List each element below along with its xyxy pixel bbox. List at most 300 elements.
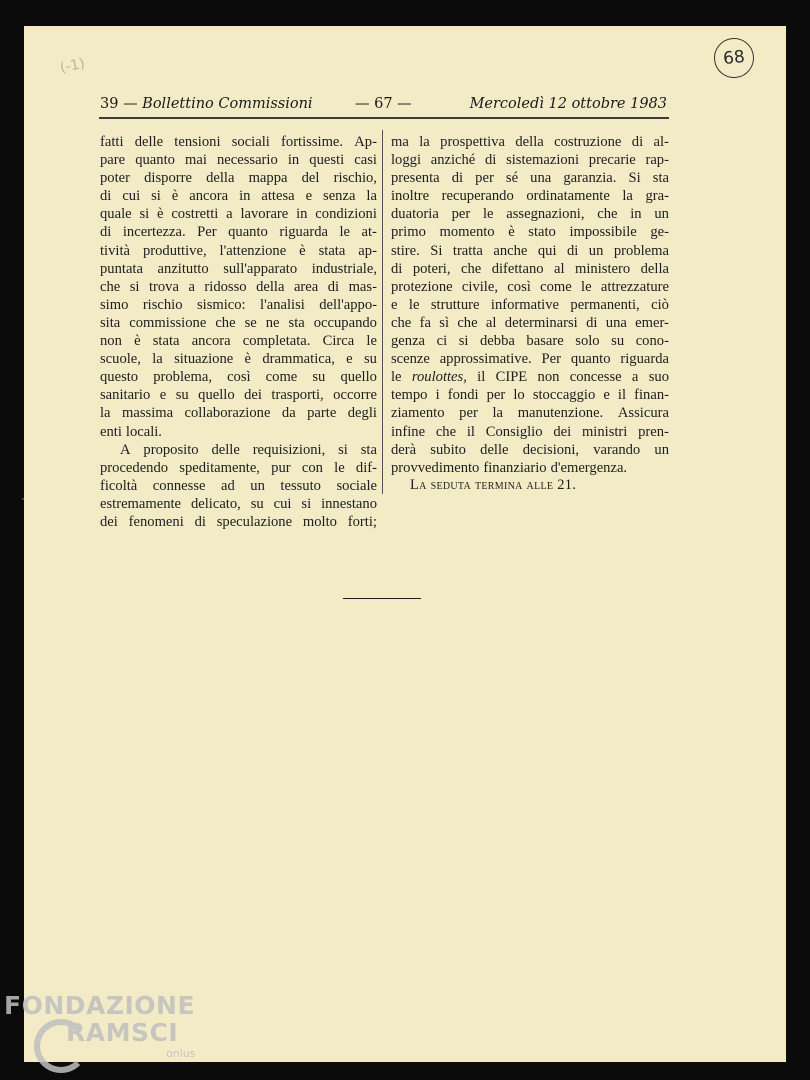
word: di: [391, 260, 403, 277]
word: provvedimento: [391, 459, 480, 476]
word: e: [391, 296, 398, 313]
word: cui: [273, 495, 292, 512]
text-line: [391, 350, 669, 368]
word: occorre: [333, 387, 377, 404]
word: permanenti,: [570, 296, 640, 313]
word: quello: [340, 369, 377, 386]
word: pur: [271, 459, 291, 476]
word: pare: [100, 152, 126, 169]
column-divider: [382, 130, 383, 494]
word: duatoria: [391, 206, 439, 223]
document-page: [24, 26, 786, 1062]
word: su: [363, 351, 377, 368]
word: ciò: [651, 296, 669, 313]
word: dei: [553, 423, 572, 440]
word: emer-: [635, 314, 669, 331]
word: fenomeni: [128, 513, 184, 530]
word: la: [366, 188, 377, 205]
word: ma: [391, 134, 409, 150]
word: Si: [430, 242, 443, 259]
word: presenta: [391, 170, 440, 187]
word: sociale: [336, 477, 377, 494]
word: gra-: [645, 188, 669, 205]
text-line: [391, 242, 669, 260]
word: area: [293, 278, 319, 295]
word: casi: [354, 152, 377, 169]
word: così: [507, 278, 531, 295]
word: sta: [360, 441, 377, 458]
text-line: [100, 495, 377, 513]
word: protezione: [391, 278, 453, 295]
word: è: [299, 242, 306, 259]
word: di: [327, 278, 340, 295]
word: anche: [493, 242, 528, 259]
text-line: [100, 242, 377, 260]
word: massima: [122, 405, 174, 422]
word: ministri: [581, 423, 628, 440]
text-line: [100, 477, 377, 495]
word: la: [622, 188, 633, 205]
word: anzitutto: [157, 260, 209, 277]
word: finan-: [634, 387, 669, 404]
word: si: [129, 278, 140, 295]
word: da: [281, 405, 296, 422]
word: at-: [361, 224, 377, 241]
word: si: [151, 188, 161, 205]
word: su: [611, 333, 625, 350]
word: non: [100, 333, 122, 350]
word: e: [159, 387, 167, 404]
word: drammatica,: [262, 351, 335, 368]
text-line: [391, 368, 669, 386]
word: una: [605, 314, 627, 331]
word: per: [475, 170, 494, 187]
word: che: [597, 206, 618, 223]
word: cono-: [635, 333, 669, 350]
word: ad: [221, 477, 235, 494]
word: che: [460, 260, 482, 277]
word: CIPE: [495, 369, 528, 386]
word: al: [554, 260, 565, 277]
word: sta: [288, 314, 305, 331]
speck: [22, 498, 24, 500]
text-line: [100, 169, 377, 187]
word: condizioni: [315, 206, 377, 223]
word: basare: [526, 333, 564, 350]
text-line: [391, 296, 669, 314]
word: completata.: [242, 333, 311, 350]
word: sita: [100, 314, 121, 331]
word: determinarsi: [504, 314, 578, 331]
word: rischio: [142, 296, 183, 313]
word: si: [139, 206, 150, 223]
word: per: [486, 387, 506, 404]
word: simo: [100, 296, 129, 313]
word: una: [530, 170, 552, 187]
word: è: [157, 206, 164, 223]
text-line: [100, 314, 377, 332]
word: industriale,: [311, 260, 377, 277]
word: tività: [100, 242, 130, 259]
word: mas-: [348, 278, 377, 295]
word: d'emergenza.: [550, 459, 628, 476]
word: tempo: [391, 387, 428, 404]
text-line: [391, 187, 669, 205]
text-line: [100, 187, 377, 205]
text-line: [391, 459, 669, 477]
word: sanitario: [100, 387, 151, 404]
word: quanto: [570, 351, 611, 368]
word: delle: [134, 134, 164, 150]
word: le: [366, 333, 377, 350]
word: al: [485, 314, 497, 331]
word: proposito: [143, 441, 199, 458]
word: primo: [391, 224, 426, 241]
word: le: [391, 369, 402, 386]
word: disporre: [144, 170, 192, 187]
word: un: [588, 242, 604, 259]
word: e: [305, 188, 313, 205]
bulletin-number: 39: [100, 96, 119, 112]
word: lo: [513, 387, 525, 404]
word: un: [250, 477, 265, 494]
text-line: [391, 133, 669, 151]
word: si: [301, 495, 312, 512]
text-line: [391, 205, 669, 223]
word: commissione: [129, 314, 207, 331]
word: garanzia.: [563, 170, 617, 187]
word: di: [100, 224, 112, 241]
word: qui: [537, 242, 557, 259]
text-line: [100, 296, 377, 314]
word: che: [100, 278, 121, 295]
word: necessario: [216, 152, 278, 169]
text-line: [100, 386, 377, 404]
word: difettano: [491, 260, 544, 277]
word: è: [508, 224, 515, 241]
word: sull'apparato: [223, 260, 298, 277]
word: delle: [211, 441, 240, 458]
word: Assicura: [617, 405, 669, 422]
word: si: [458, 333, 469, 350]
text-line: [391, 441, 669, 459]
word: trova: [148, 278, 179, 295]
text-line: [391, 151, 669, 169]
word: problema,: [153, 369, 212, 386]
word: tensioni: [174, 134, 221, 150]
word: con: [301, 459, 323, 476]
text-line: [100, 332, 377, 350]
word: in: [630, 206, 642, 223]
word: parte: [307, 405, 337, 422]
word: le: [408, 296, 420, 313]
watermark-logo: [4, 991, 196, 1060]
word: locali.: [125, 423, 162, 440]
word: Consiglio: [485, 423, 543, 440]
word: è: [244, 351, 252, 368]
watermark-g-icon: [34, 1019, 88, 1073]
word: i: [435, 387, 440, 404]
word: informative: [490, 296, 559, 313]
word: lavorare: [240, 206, 289, 223]
text-line: [100, 260, 377, 278]
word: del: [301, 170, 320, 187]
word: pren-: [638, 423, 669, 440]
word: quanto: [228, 224, 268, 241]
word: la: [492, 405, 504, 422]
word: tessuto: [280, 477, 321, 494]
word: su: [175, 387, 189, 404]
word: attesa: [261, 188, 295, 205]
word: Per: [197, 224, 217, 241]
word: Circa: [322, 333, 355, 350]
word: puntata: [100, 260, 143, 277]
word: per: [451, 206, 471, 223]
word: un: [654, 441, 669, 458]
word: speditamente,: [179, 459, 260, 476]
word: requisizioni,: [252, 441, 326, 458]
word: a: [226, 206, 233, 223]
word: concesse: [569, 369, 622, 386]
word: stata: [152, 333, 180, 350]
pencil-mark: (-1): [58, 55, 87, 77]
word: suo: [648, 369, 669, 386]
word: infine: [391, 423, 426, 440]
word: se: [244, 314, 257, 331]
word: il: [617, 387, 627, 404]
text-line: [100, 350, 377, 368]
word: dei: [244, 387, 262, 404]
header-rule: [99, 117, 669, 119]
word: ordinatamente: [526, 188, 610, 205]
word: al-: [653, 134, 669, 150]
word: A: [120, 441, 131, 458]
word: poteri,: [412, 260, 451, 277]
word: di: [451, 170, 464, 187]
text-line: [100, 205, 377, 223]
word: forti;: [347, 513, 377, 530]
word: Per: [541, 351, 561, 368]
word: civile,: [461, 278, 498, 295]
word: innestano: [321, 495, 377, 512]
word: ap-: [358, 242, 377, 259]
word: assegnazioni,: [506, 206, 585, 223]
word: genza: [391, 333, 426, 350]
word: derà: [391, 441, 417, 458]
word: stato: [528, 224, 556, 241]
word: scenze: [391, 351, 430, 368]
text-line: [391, 386, 669, 404]
word: estremamente: [100, 495, 182, 512]
watermark-line1: FONDAZIONE: [4, 991, 196, 1020]
word: di: [566, 242, 579, 259]
word: sì: [439, 314, 449, 331]
text-line: [100, 278, 377, 296]
word: sismico:: [196, 296, 246, 313]
word: connesse: [152, 477, 206, 494]
word: poter: [100, 170, 130, 187]
word: impossibile: [569, 224, 637, 241]
word: su: [250, 495, 264, 512]
word: di: [586, 314, 598, 331]
word: e: [346, 351, 353, 368]
word: ci: [436, 333, 448, 350]
word: riguarda: [279, 224, 328, 241]
word: problema: [613, 242, 669, 259]
watermark-onlus: onlus: [166, 1047, 196, 1060]
text-line: [391, 260, 669, 278]
word: in: [239, 188, 251, 205]
word: stoccaggio: [532, 387, 596, 404]
word: manutenzione.: [517, 405, 604, 422]
text-line: [391, 169, 669, 187]
end-rule: [343, 598, 421, 599]
text-line: [100, 133, 377, 151]
word: decisioni,: [522, 441, 580, 458]
word: recuperando: [441, 188, 514, 205]
header-date: Mercoledì 12 ottobre 1983: [469, 96, 667, 112]
word: collaborazione: [184, 405, 271, 422]
word: la: [100, 405, 111, 422]
closing-text: La seduta termina alle: [410, 477, 554, 493]
word: situazione: [174, 351, 234, 368]
word: delicato,: [190, 495, 241, 512]
word: l'attenzione: [219, 242, 287, 259]
word: sé: [505, 170, 519, 187]
word: dif-: [355, 459, 377, 476]
word: come: [265, 369, 298, 386]
word: debba: [480, 333, 515, 350]
word: anziché: [430, 152, 476, 169]
word: cui: [122, 188, 141, 205]
word: sistemazioni: [506, 152, 580, 169]
header-separator: —: [123, 96, 138, 112]
word: scuole,: [100, 351, 141, 368]
word: non: [537, 369, 560, 386]
text-line: [391, 332, 669, 350]
word: fatti: [100, 134, 124, 150]
word: le: [339, 224, 351, 241]
word: trasporti,: [271, 387, 324, 404]
word: finanziario: [483, 459, 547, 476]
word: stire.: [391, 242, 420, 259]
word: quale: [100, 206, 132, 223]
word: momento: [439, 224, 495, 241]
word: dei: [100, 513, 118, 530]
text-line: [391, 223, 669, 241]
word: varando: [593, 441, 641, 458]
word: come: [540, 278, 572, 295]
word: dell'appo-: [319, 296, 377, 313]
word: riguarda: [620, 351, 669, 368]
word: solo: [575, 333, 600, 350]
right-text-column: [391, 133, 669, 477]
word: della: [206, 170, 235, 187]
word: ficoltà: [100, 477, 138, 494]
word: le: [581, 278, 592, 295]
word: mai: [185, 152, 207, 169]
bulletin-title: Bollettino Commissioni: [142, 96, 313, 112]
word: a: [631, 369, 639, 386]
word: e: [603, 387, 610, 404]
session-closing: [410, 477, 576, 494]
word: della: [515, 134, 544, 150]
header-left: [100, 96, 313, 112]
word: tratta: [452, 242, 483, 259]
page-number: — 67 —: [355, 96, 412, 112]
word: in: [287, 152, 300, 169]
word: attrezzature: [600, 278, 669, 295]
text-line: [100, 151, 377, 169]
word: della: [256, 278, 285, 295]
word: ridosso: [204, 278, 247, 295]
text-line: [391, 404, 669, 422]
word: sociali: [231, 134, 270, 150]
text-line: [391, 423, 669, 441]
word: fondi: [447, 387, 479, 404]
word: che: [435, 423, 457, 440]
word: il: [466, 423, 475, 440]
text-line: [100, 441, 377, 459]
text-line: [100, 459, 377, 477]
word: subito: [430, 441, 466, 458]
word: precarie: [588, 152, 636, 169]
closing-time: 21.: [557, 477, 577, 493]
word: stata: [318, 242, 346, 259]
word: ancora: [189, 188, 229, 205]
word: è: [171, 188, 179, 205]
handwritten-page-number: 68: [712, 36, 756, 80]
word: incertezza.: [122, 224, 186, 241]
watermark-line2: RAMSCI: [66, 1018, 179, 1047]
word: molto: [302, 513, 337, 530]
word: ge-: [650, 224, 669, 241]
word: per: [459, 405, 478, 422]
word: di: [631, 134, 644, 150]
word: rap-: [645, 152, 669, 169]
word: rischio,: [333, 170, 377, 187]
word: che: [215, 314, 236, 331]
word: le: [482, 206, 494, 223]
word: è: [134, 333, 141, 350]
word: roulottes,: [411, 369, 467, 386]
word: Si: [628, 170, 641, 187]
word: sta: [652, 170, 669, 187]
text-line: [391, 314, 669, 332]
word: un: [654, 206, 669, 223]
word: la: [419, 134, 430, 150]
word: procedendo: [100, 459, 169, 476]
word: così: [227, 369, 251, 386]
word: approssimative.: [439, 351, 532, 368]
word: degli: [347, 405, 377, 422]
word: si: [338, 441, 348, 458]
word: costruzione: [554, 134, 622, 150]
word: l'analisi: [260, 296, 305, 313]
word: ministero: [575, 260, 631, 277]
word: della: [640, 260, 669, 277]
word: ancora: [191, 333, 231, 350]
word: di: [194, 513, 206, 530]
text-line: [100, 423, 377, 441]
word: strutture: [430, 296, 480, 313]
word: enti: [100, 423, 122, 440]
left-text-column: [100, 133, 377, 531]
word: che: [391, 314, 412, 331]
text-line: [100, 404, 377, 422]
word: questi: [309, 152, 345, 169]
word: quello: [198, 387, 235, 404]
